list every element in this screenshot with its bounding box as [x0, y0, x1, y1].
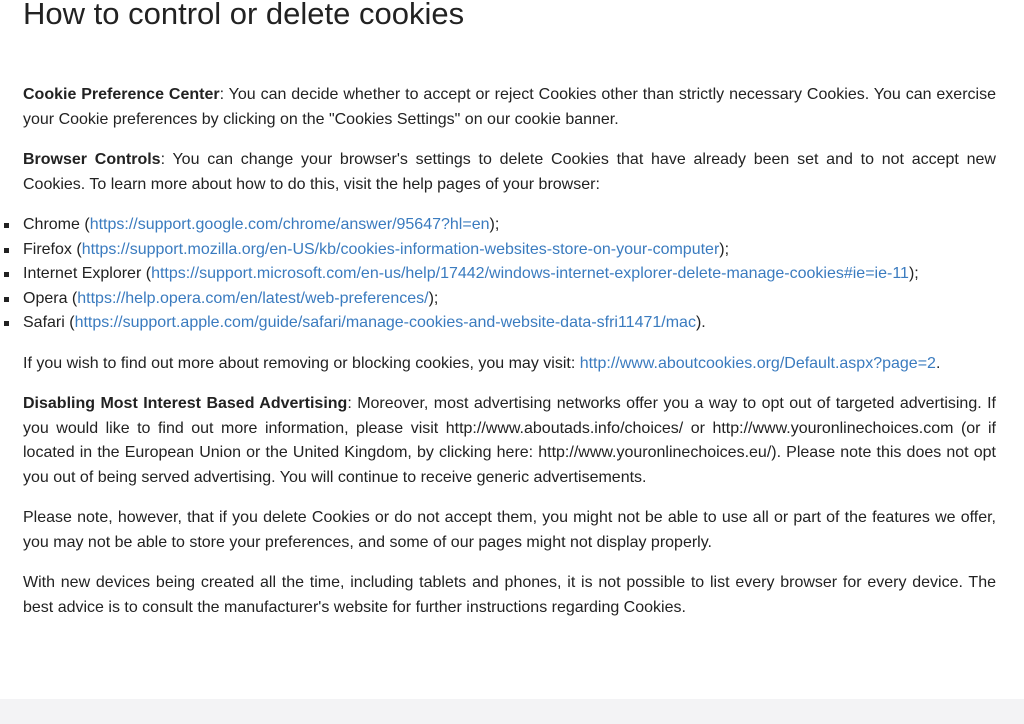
browser-controls-paragraph — [23, 148, 996, 197]
opera-help-link[interactable]: https://help.opera.com/en/latest/web-preferences/ — [77, 289, 429, 307]
browser-name: Opera — [23, 289, 68, 307]
preference-center-label: Cookie Preference Center — [23, 86, 220, 103]
browser-name: Safari — [23, 314, 65, 331]
bullet-icon — [4, 272, 9, 277]
interest-advertising-label: Disabling Most Interest Based Advertising — [23, 395, 348, 412]
browser-list-item-internet-explorer: Internet Explorer (https://support.microsoft.com/en-us/help/17442/windows-internet-explorer-delete-manage-cookies#ie=ie-11); — [23, 262, 996, 287]
safari-help-link[interactable]: https://support.apple.com/guide/safari/manage-cookies-and-website-data-sfri11471/mac — [74, 314, 696, 331]
cookie-policy-section — [23, 0, 996, 620]
list-item-suffix: ); — [428, 289, 439, 307]
aboutcookies-link[interactable]: http://www.aboutcookies.org/Default.aspx?page=2 — [579, 354, 936, 372]
browser-list — [23, 213, 996, 336]
list-item-suffix: ); — [719, 240, 730, 258]
find-out-more-text: If you wish to find out more about removing or blocking cookies, you may visit: — [23, 354, 580, 372]
browser-controls-text: : You can change your browser's settings to delete Cookies that have already been set and to not accept new Cookies. To learn more about how to do this, visit the help pages of your browser: — [23, 151, 996, 193]
preference-center-paragraph — [23, 83, 996, 132]
interest-advertising-paragraph — [23, 392, 996, 490]
please-note-paragraph: Please note, however, that if you delete Cookies or do not accept them, you might not be able to use all or part of the features we offer, you may not be able to store your preferences, and some of our pages might not display properly. — [23, 509, 996, 551]
browser-list-item-chrome: Chrome (https://support.google.com/chrome/answer/95647?hl=en); — [23, 213, 996, 238]
browser-list-item-opera: Opera (https://help.opera.com/en/latest/web-preferences/); — [23, 287, 996, 312]
new-devices-paragraph: With new devices being created all the time, including tablets and phones, it is not possible to list every browser for every device. The best advice is to consult the manufacturer's website for further instructions regarding Cookies. — [23, 574, 996, 616]
bottom-bar — [0, 699, 1024, 724]
list-item-suffix: ); — [489, 216, 500, 233]
browser-name: Internet Explorer — [23, 265, 142, 282]
list-item-suffix: ); — [908, 265, 919, 282]
page-title: How to control or delete cookies — [23, 0, 465, 31]
browser-list-item-safari: Safari (https://support.apple.com/guide/safari/manage-cookies-and-website-data-sfri11471/mac). — [23, 311, 996, 336]
preference-center-text: : You can decide whether to accept or reject Cookies other than strictly necessary Cookies. You can exercise your Cookie preferences by clicking on the "Cookies Settings" on our cookie banner. — [23, 86, 996, 128]
internet-explorer-help-link[interactable]: https://support.microsoft.com/en-us/help/17442/windows-internet-explorer-delete-manage-cookies#ie=ie-11 — [151, 265, 909, 282]
browser-list-item-firefox: Firefox (https://support.mozilla.org/en-US/kb/cookies-information-websites-store-on-your-computer); — [23, 238, 996, 263]
bullet-icon — [4, 223, 9, 228]
bullet-icon — [4, 321, 9, 326]
bullet-icon — [4, 248, 9, 253]
list-item-suffix: ). — [695, 314, 706, 331]
interest-advertising-text: : Moreover, most advertising networks offer you a way to opt out of targeted advertising. If you would like to find out more information, please visit http://www.aboutads.info/choices/ or http://www.youronlinechoices.com (or if located in the European Union or the United Kingdom, by clicking here: http://www.youronlinechoices.eu/). Please note this does not opt you out of being served advertising. You will continue to receive generic advertisements. — [23, 395, 996, 486]
firefox-help-link[interactable]: https://support.mozilla.org/en-US/kb/cookies-information-websites-store-on-your-computer — [81, 240, 720, 258]
browser-name: Chrome — [23, 216, 80, 233]
browser-controls-label: Browser Controls — [23, 151, 161, 168]
browser-name: Firefox — [23, 240, 72, 258]
chrome-help-link[interactable]: https://support.google.com/chrome/answer/95647?hl=en — [89, 216, 490, 233]
bullet-icon — [4, 297, 9, 302]
find-out-more-suffix: . — [935, 354, 941, 372]
find-out-more-paragraph — [23, 352, 996, 377]
